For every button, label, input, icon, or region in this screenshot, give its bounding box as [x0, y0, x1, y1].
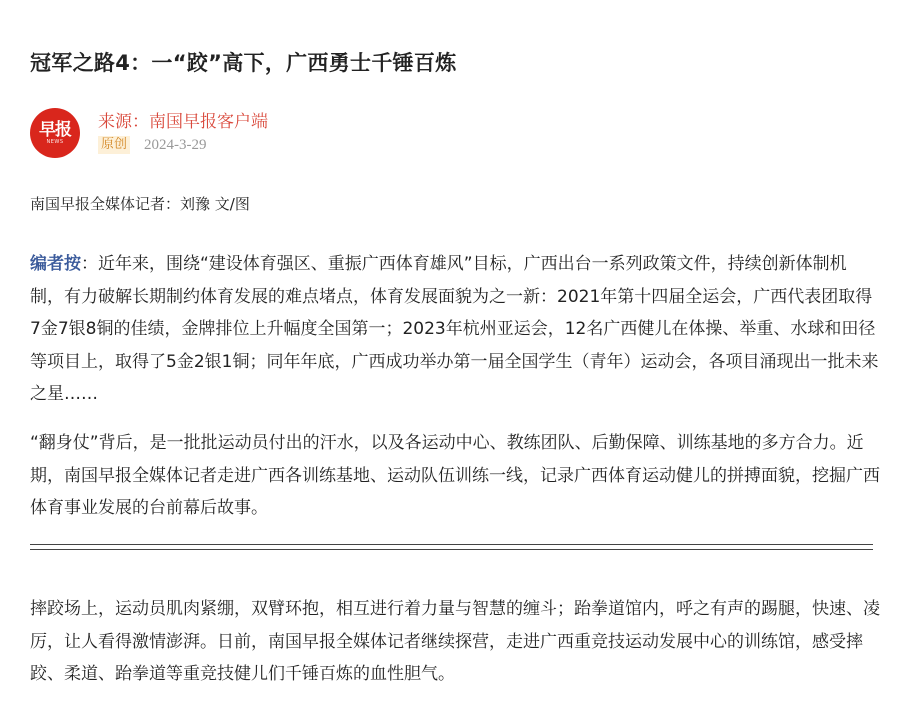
divider-line-top — [30, 544, 873, 545]
logo-subtext: NEWS — [46, 138, 64, 145]
body-paragraph: 摔跤场上，运动员肌肉紧绷，双臂环抱，相互进行着力量与智慧的缠斗；跆拳道馆内，呼之有声的踢腿，快速、凌厉，让人看得激情澎湃。日前，南国早报全媒体记者继续探营，走进广西重竞技运动发展中心的训练馆，感受摔跤、柔道、跆拳道等重竞技健儿们千锤百炼的血性胆气。 — [30, 599, 880, 684]
logo-text: 早报 — [39, 119, 71, 140]
byline: 南国早报全媒体记者：刘豫 文/图 — [30, 195, 250, 213]
source-link[interactable]: 来源：南国早报客户端 — [98, 112, 268, 132]
publish-date: 2024-3-29 — [144, 136, 207, 153]
editor-note-text: ：近年来，围绕“建设体育强区、重振广西体育雄风”目标，广西出台一系列政策文件，持续创新体制机制，有力破解长期制约体育发展的难点堵点，体育发展面貌为之一新：2021年第十四届全运会，广西代表团取得7金7银8铜的佳绩，金牌排位上升幅度全国第一；2023年杭州亚运会，12名广西健儿在体操、举重、水球和田径等项目上，取得了5金2银1铜；同年年底，广西成功举办第一届全国学生（青年）运动会，各项目涌现出一批未来之星…… — [30, 254, 879, 404]
intro-paragraph: “翻身仗”背后，是一批批运动员付出的汗水，以及各运动中心、教练团队、后勤保障、训练基地的多方合力。近期，南国早报全媒体记者走进广西各训练基地、运动队伍训练一线，记录广西体育运动健儿的拼搏面貌，挖掘广西体育事业发展的台前幕后故事。 — [30, 433, 880, 518]
original-badge: 原创 — [98, 136, 130, 154]
divider-line-bottom — [30, 549, 873, 550]
newspaper-logo[interactable] — [30, 108, 80, 158]
editor-note-paragraph — [30, 248, 880, 411]
meta-line — [98, 136, 268, 154]
double-divider — [30, 544, 873, 553]
editor-note-label: 编者按 — [30, 254, 81, 274]
source-row — [30, 108, 268, 160]
article-title: 冠军之路4：一“跤”高下，广西勇士千锤百炼 — [30, 51, 457, 76]
source-meta — [98, 108, 268, 154]
